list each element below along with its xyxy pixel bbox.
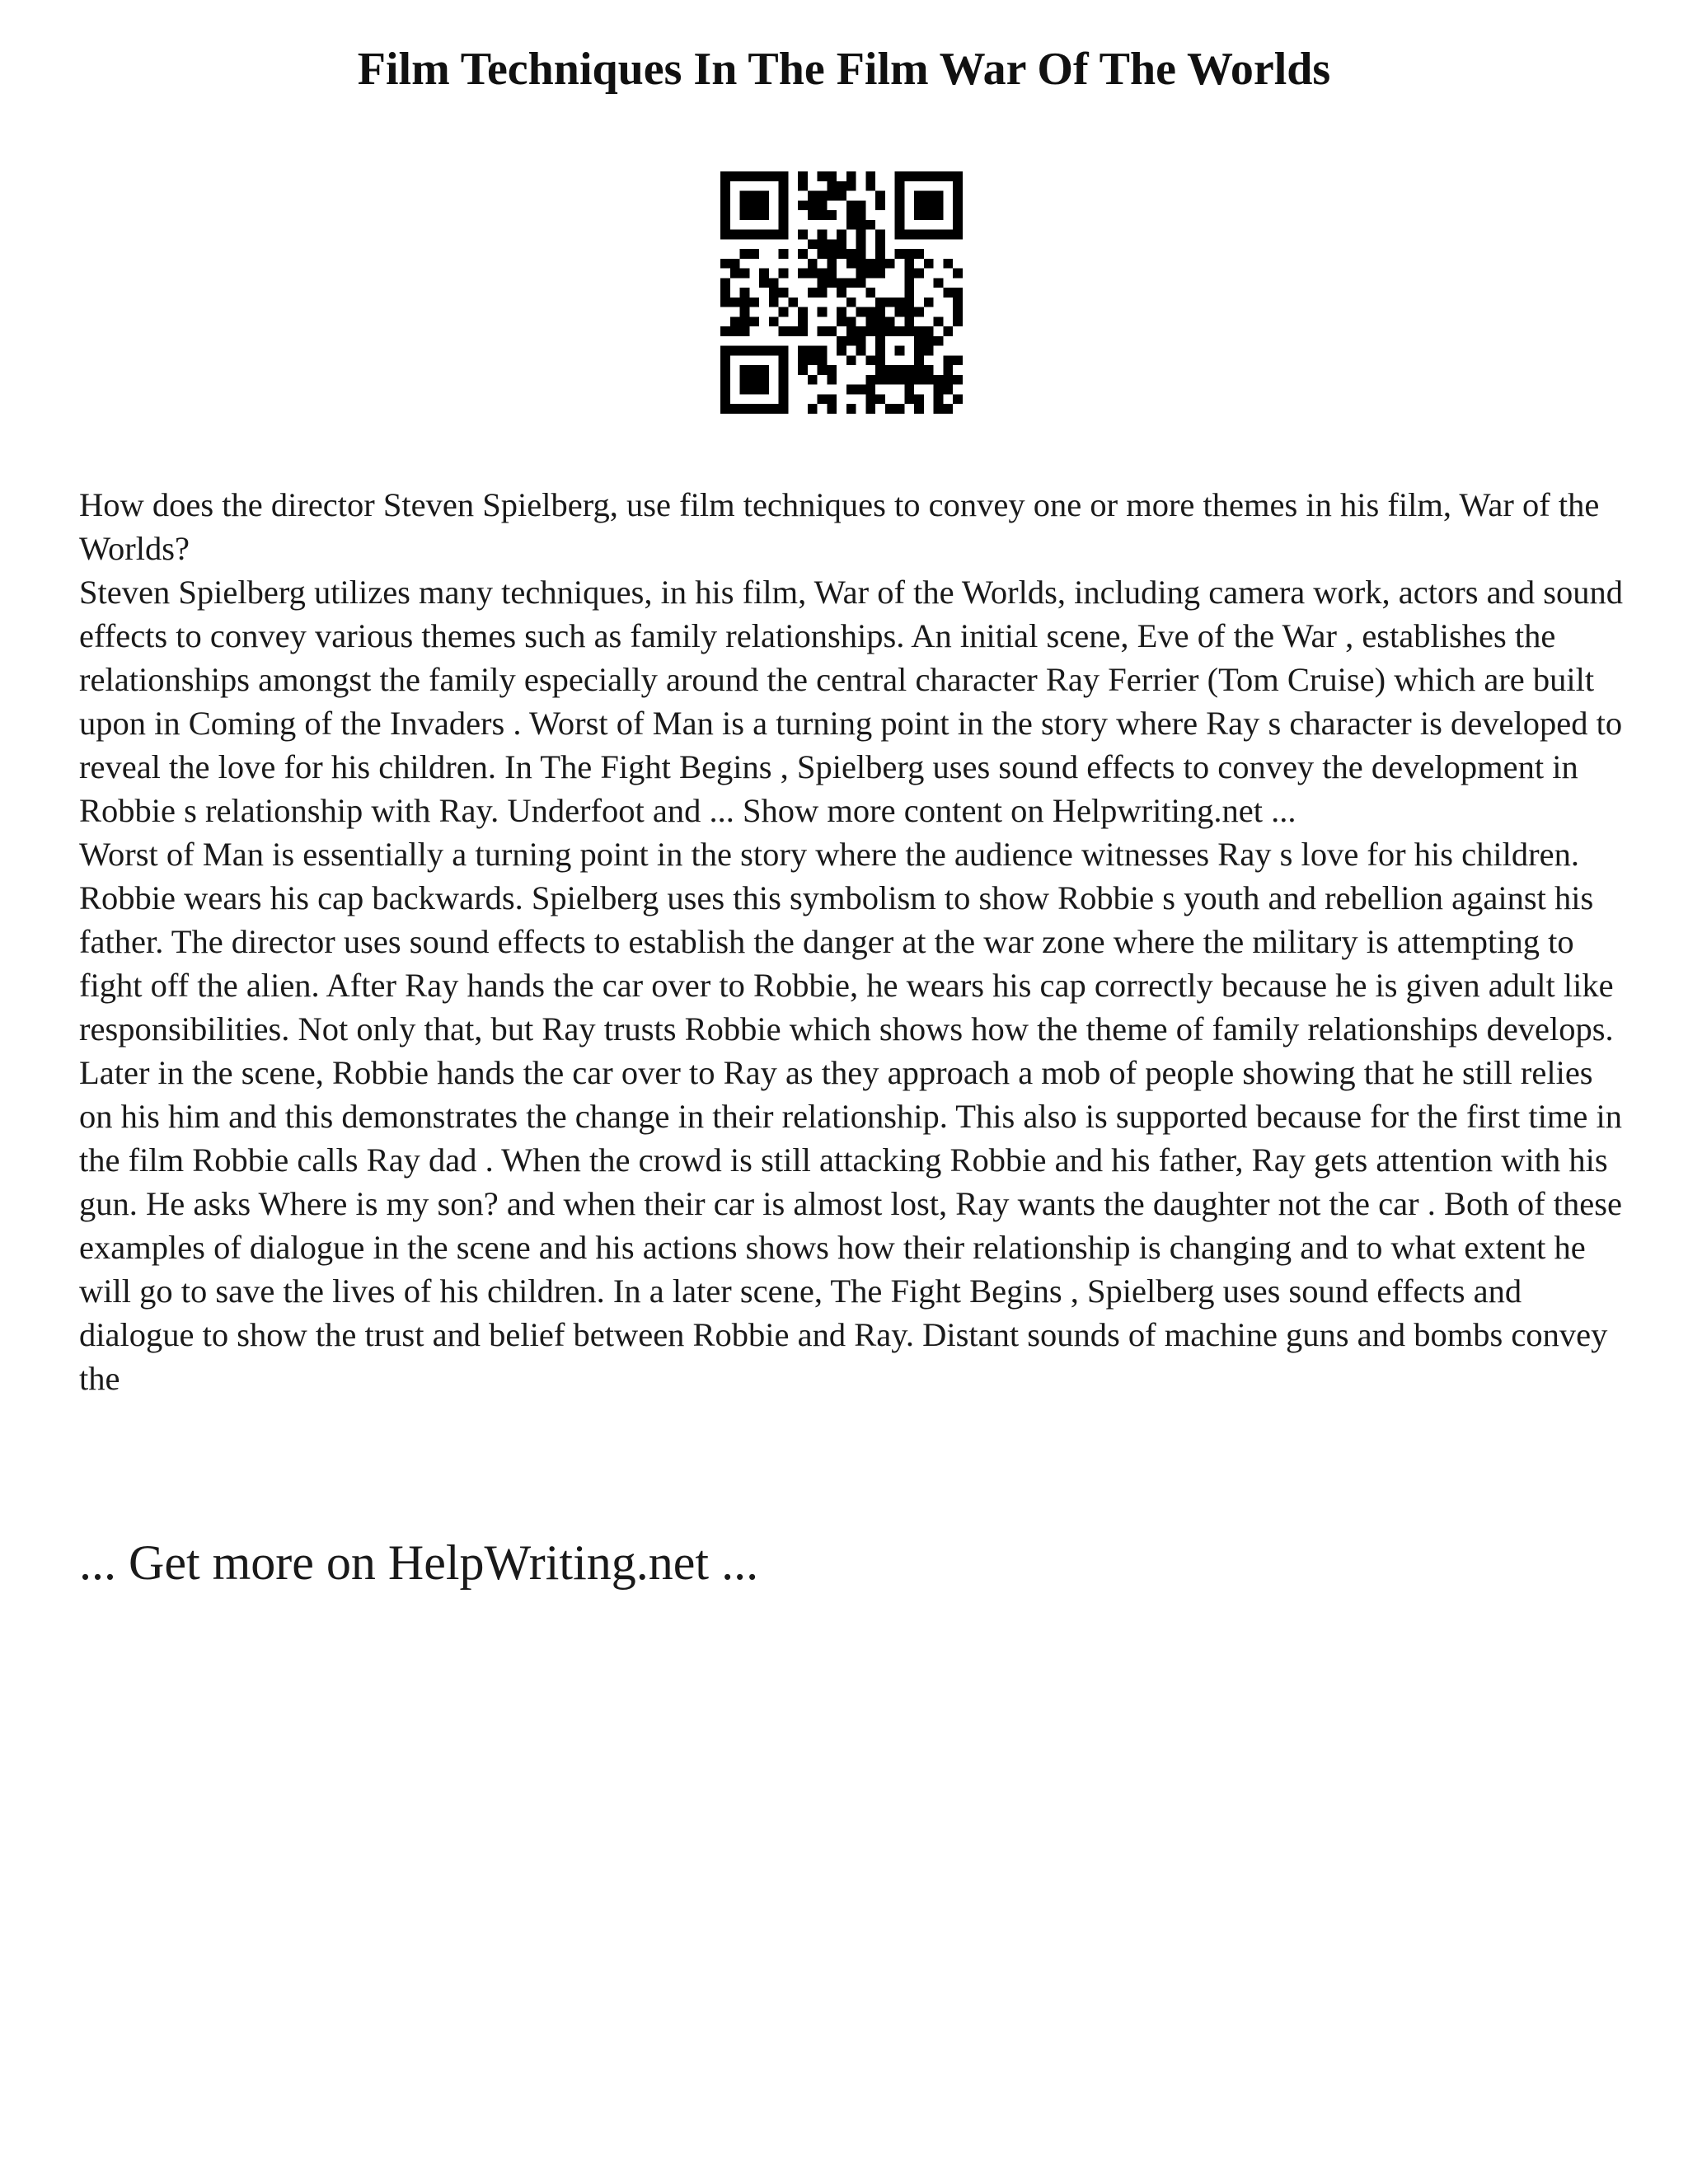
question-paragraph: How does the director Steven Spielberg, use film techniques to convey one or more themes in his film, War of the Worlds? [79, 486, 1600, 567]
analysis-paragraph: Worst of Man is essentially a turning point in the story where the audience witnesses Ray s love for his children. Robbie wears his cap backwards. Spielberg uses this symbolism to show Robbie s youth and rebellion against his father. The director uses sound effects to establish the danger at the war zone where the military is attempting to fight off the alien. After Ray hands the car over to Robbie, he wears his cap correctly because he is given adult like responsibilities. Not only that, but Ray trusts Robbie which shows how the theme of family relationships develops. Later in the scene, Robbie hands the car over to Ray as they approach a mob of people showing that he still relies on his him and this demonstrates the change in their relationship. This also is supported because for the first time in the film Robbie calls Ray dad . When the crowd is still attacking Robbie and his father, Ray gets attention with his gun. He asks Where is my son? and when their car is almost lost, Ray wants the daughter not the car . Both of these examples of dialogue in the scene and his actions shows how their relationship is changing and to what extent he will go to save the lives of his children. In a later scene, The Fight Begins , Spielberg uses sound effects and dialogue to show the trust and belief between Robbie and Ray. Distant sounds of machine guns and bombs convey the [79, 836, 1622, 1397]
qr-code [720, 171, 963, 414]
page-title: Film Techniques In The Film War Of The Worlds [357, 44, 1331, 95]
get-more-link[interactable]: ... Get more on HelpWriting.net ... [79, 1535, 759, 1590]
intro-paragraph: Steven Spielberg utilizes many techniques, in his film, War of the Worlds, including camera work, actors and sound effects to convey various themes such as family relationships. An initial scene, Eve of the War , establishes the relationships amongst the family especially around the central character Ray Ferrier (Tom Cruise) which are built upon in Coming of the Invaders . Worst of Man is a turning point in the story where Ray s character is developed to reveal the love for his children. In The Fight Begins , Spielberg uses sound effects to convey the development in Robbie s relationship with Ray. Underfoot and ... Show more content on Helpwriting.net ... [79, 574, 1623, 829]
qr-code-graphic [720, 171, 963, 414]
article-body [79, 483, 1629, 1400]
